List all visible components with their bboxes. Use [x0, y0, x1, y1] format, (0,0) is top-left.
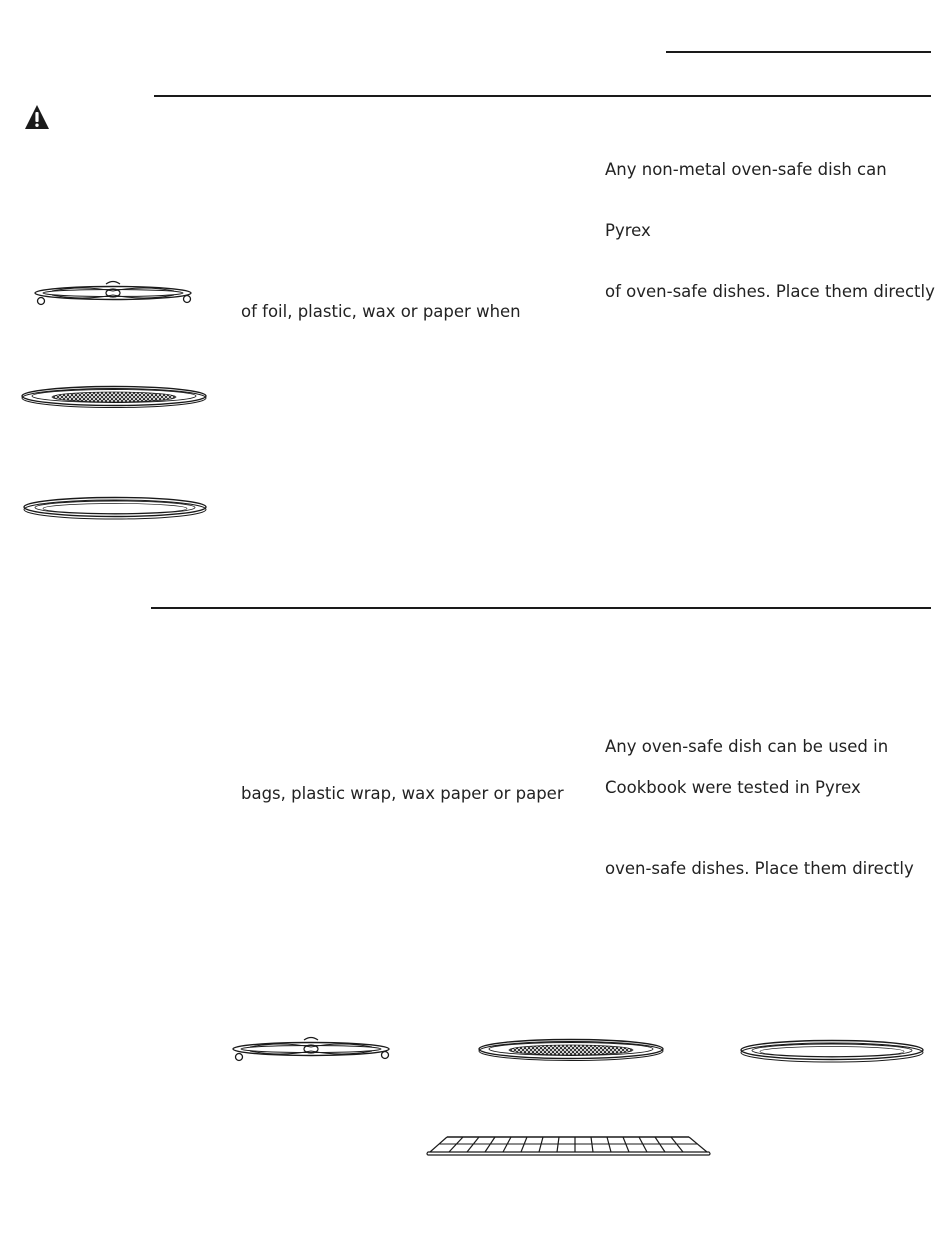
warning-triangle-icon — [24, 104, 50, 130]
grill-tray-icon — [20, 383, 208, 411]
section1-top-rule — [154, 95, 931, 97]
section2-right-line: Any oven-safe dish can be used in — [605, 737, 889, 756]
plate-icon — [22, 495, 210, 523]
section2-top-rule — [151, 607, 931, 609]
section1-right-line: of oven-safe dishes. Place them directly — [605, 282, 935, 301]
oven-rack-icon — [425, 1133, 713, 1159]
section2-right-line: oven-safe dishes. Place them directly — [605, 859, 914, 878]
plate-icon — [739, 1038, 927, 1066]
trivet-icon — [230, 1034, 394, 1062]
section1-right-line: Pyrex — [605, 221, 651, 240]
section1-left-line: of foil, plastic, wax or paper when — [241, 302, 521, 321]
grill-tray-icon — [477, 1036, 665, 1064]
section1-right-line: Any non-metal oven-safe dish can — [605, 160, 887, 179]
trivet-icon — [32, 278, 196, 306]
section2-left-line: bags, plastic wrap, wax paper or paper — [241, 784, 564, 803]
section2-right-line: Cookbook were tested in Pyrex — [605, 778, 861, 797]
header-short-rule — [666, 51, 931, 53]
